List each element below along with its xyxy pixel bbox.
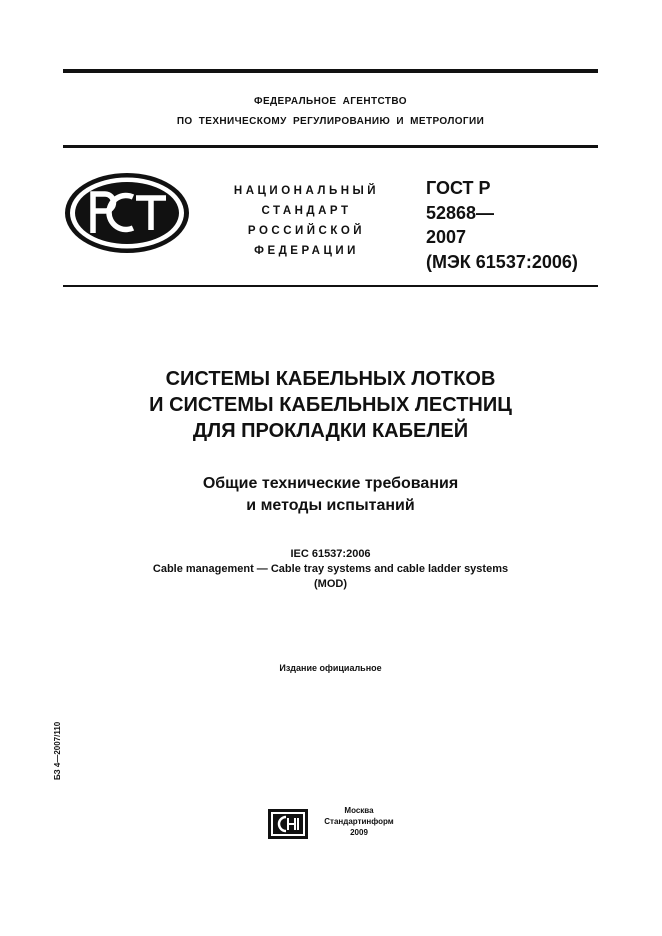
standard-type-line-1: НАЦИОНАЛЬНЫЙ [233,185,380,197]
edition-label: Издание официальное [279,663,382,673]
publisher-year: 2009 [350,828,368,837]
iec-line-1: IEC 61537:2006 [290,548,371,560]
subtitle-line-1: Общие технические требования [202,475,459,492]
title-line-2: И СИСТЕМЫ КАБЕЛЬНЫХ ЛЕСТНИЦ [149,394,512,416]
publisher-block [306,805,412,838]
rosstandart-pc-t-logo [62,170,192,256]
agency-line-2: ПО ТЕХНИЧЕСКОМУ РЕГУЛИРОВАНИЮ И МЕТРОЛОГИИ [176,116,485,127]
subtitle-line-2: и методы испытаний [246,497,415,514]
standard-type-line-2: СТАНДАРТ [261,205,352,217]
agency-bottom-rule [63,145,598,148]
title-line-3: ДЛЯ ПРОКЛАДКИ КАБЕЛЕЙ [192,420,469,442]
agency-header [63,92,598,132]
title-line-1: СИСТЕМЫ КАБЕЛЬНЫХ ЛОТКОВ [165,368,496,390]
document-title [63,366,598,444]
publisher-city: Москва [344,806,374,815]
designation-line-3: 2007 [426,227,467,247]
designation-line-2: 52868— [426,202,495,223]
standard-type-line-4: ФЕДЕРАЦИИ [254,245,359,257]
top-thick-rule [63,69,598,73]
standard-designation [426,176,578,274]
iec-line-2: Cable management — Cable tray systems and cable ladder systems [152,563,509,575]
iec-line-3: (MOD) [314,578,347,590]
side-code: БЗ 4—2007/110 [53,721,62,780]
header-bottom-rule [63,285,598,287]
designation-line-1: ГОСТ Р [426,178,491,198]
standartinform-logo [268,809,308,839]
publisher-name: Стандартинформ [324,817,394,826]
designation-line-4: (МЭК 61537:2006) [426,251,578,272]
agency-line-1: ФЕДЕРАЛЬНОЕ АГЕНТСТВО [254,96,407,107]
standard-type-line-3: РОССИЙСКОЙ [247,225,366,237]
document-subtitle [63,473,598,517]
iec-reference [63,547,598,592]
standard-type-block [214,181,399,261]
